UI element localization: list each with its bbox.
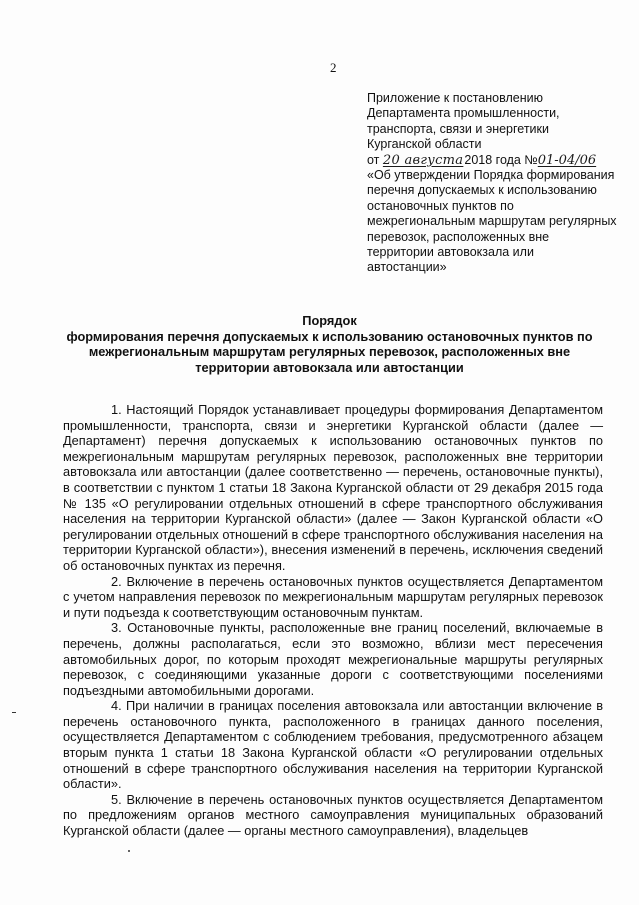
paragraph: 3. Остановочные пункты, расположенные вне границ поселений, включаемые в перечень, должны располагаться, если это возможно, вблизи мест пересечения автомобильных дорог, по которым проходят межрегиональные маршруты регулярных перевозок, с соединяющими указанные дороги с соответствующими поселениями подъездными автомобильными дорогами.	[63, 620, 603, 698]
paragraph: 2. Включение в перечень остановочных пунктов осуществляется Департаментом с учетом направления перевозок по межрегиональным маршрутам регулярных перевозок и пути подъезда к соответствующим остановочным пунктам.	[63, 573, 603, 620]
handwritten-date: 20 августа	[382, 152, 464, 168]
date-suffix: 2018 года №	[464, 152, 538, 167]
document-body	[63, 402, 603, 839]
appendix-header	[367, 91, 617, 276]
paragraph: 5. Включение в перечень остановочных пунктов осуществляется Департаментом по предложениям органов местного самоуправления муниципальных образований Курганской области (далее — органы местного самоуправления), владельцев	[63, 791, 603, 839]
appendix-line: Курганской области	[367, 137, 482, 152]
paragraph: 1. Настоящий Порядок устанавливает процедуры формирования Департаментом промышленности, транспорта, связи и энергетики Курганской области (далее — Департамент) перечня допускаемых к использованию остановочных пунктов по межрегиональным маршрутам регулярных перевозок, расположенных вне территории автовокзала или автостанции (далее соответственно — перечень, остановочные пункты), в соответствии с пунктом 1 статьи 18 Закона Курганской области от 29 декабря 2015 года № 135 «О регулировании отдельных отношений в сфере транспортного обслуживания населения на территории Курганской области» (далее — Закон Курганской области «О регулировании отдельных отношений в сфере транспортного обслуживания населения на территории Курганской области»), внесения изменений в перечень, исключения сведений об остановочных пунктах из перечня.	[63, 402, 603, 573]
page-number: 2	[330, 60, 337, 75]
appendix-date-line	[367, 153, 617, 168]
title-subtitle: формирования перечня допускаемых к использованию остановочных пунктов по межрегиональным маршрутам регулярных перевозок, расположенных вне территории автовокзала или автостанции	[66, 328, 593, 375]
document-title	[52, 313, 607, 375]
handwritten-number: 01-04/06	[537, 152, 597, 168]
appendix-subject: «Об утверждении Порядка формирования перечня допускаемых к использованию остановочных пунктов по межрегиональным маршрутам регулярных перевозок, расположенных вне территории автовокзала или автостанции»	[367, 168, 617, 275]
appendix-line: Приложение к постановлению	[367, 91, 543, 105]
title-main: Порядок	[302, 313, 357, 328]
date-prefix: от	[367, 152, 380, 167]
paragraph: 4. При наличии в границах поселения автовокзала или автостанции включение в перечень остановочного пункта, расположенного в границах данного поселения, осуществляется Департаментом с соблюдением требования, предусмотренного абзацем вторым пункта 1 статьи 18 Закона Курганской области «О регулировании отдельных отношений в сфере транспортного обслуживания населения на территории Курганской области».	[63, 698, 603, 792]
scan-mark	[128, 850, 130, 852]
scan-mark	[12, 712, 16, 713]
appendix-line: Департамента промышленности,	[367, 106, 560, 121]
appendix-line: транспорта, связи и энергетики	[367, 121, 549, 136]
